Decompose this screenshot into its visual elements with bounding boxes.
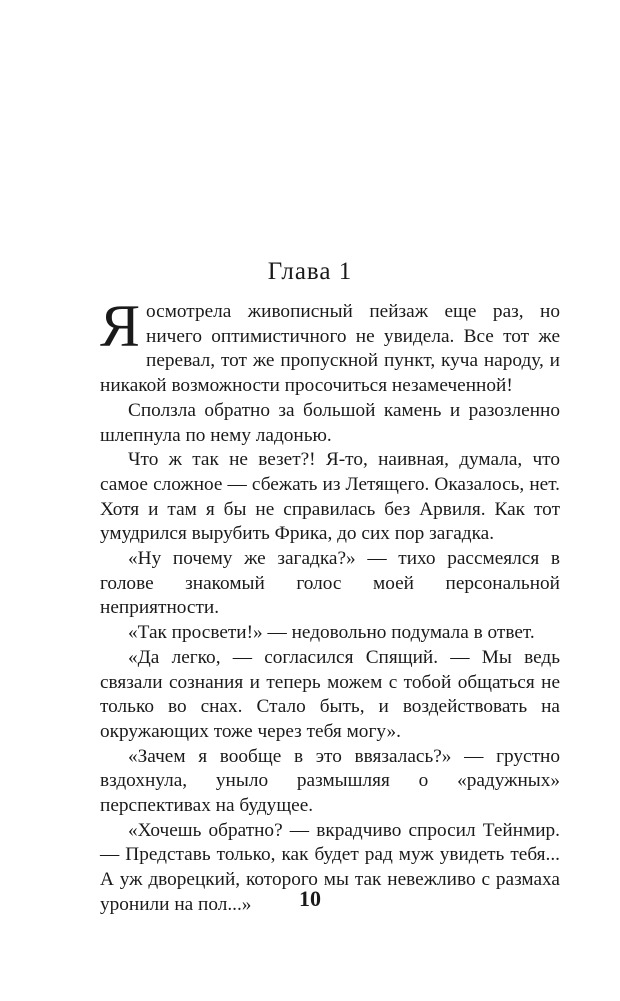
paragraph-2: Сползла обратно за большой камень и разозленно шлепнула по нему ладонью. [100, 399, 560, 446]
paragraph-7: «Зачем я вообще в это ввязалась?» — грустно вздохнула, уныло размышляя о «радужных» перспективах на будущее. [100, 745, 560, 817]
page-number: 10 [299, 886, 321, 911]
paragraph-5: «Так просвети!» — недовольно подумала в ответ. [128, 622, 535, 644]
drop-cap: Я [100, 293, 141, 359]
body-text [100, 293, 560, 918]
paragraph-8: «Хочешь обратно? — вкрадчиво спросил Тейнмир. — Представь только, как будет рад муж увидеть тебя... А уж дворецкий, которого мы так невежливо с размаха уронили на пол...» [100, 819, 560, 915]
paragraph-3: Что ж так не везет?! Я-то, наивная, думала, что самое сложное — сбежать из Летящего. Оказалось, нет. Хотя и там я бы не справилась без Арвиля. Как тот умудрился вырубить Фрика, до сих пор загадка. [100, 449, 560, 545]
paragraph-1 [100, 293, 560, 399]
paragraph-6: «Да легко, — согласился Спящий. — Мы ведь связали сознания и теперь можем с тобой общаться не только во снах. Стало быть, и воздействовать на окружающих тоже через тебя могу». [100, 646, 560, 742]
paragraph-1-text: осмотрела живописный пейзаж еще раз, но ничего оптимистичного не увидела. Все тот же перевал, тот же пропускной пункт, куча народу, и никакой возможности просочиться незамеченной! [100, 301, 560, 397]
paragraph-4: «Ну почему же загадка?» — тихо рассмеялся в голове знакомый голос моей персональной неприятности. [100, 548, 560, 619]
chapter-title: Глава 1 [267, 258, 353, 285]
